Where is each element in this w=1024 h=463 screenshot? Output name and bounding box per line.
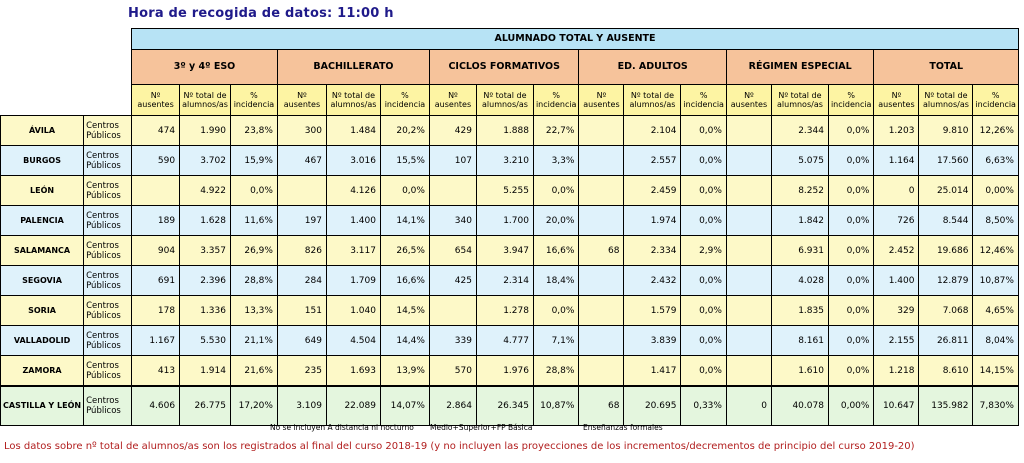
group-header: RÉGIMEN ESPECIAL — [726, 50, 874, 85]
value-cell: 20,2% — [380, 116, 429, 146]
value-cell — [132, 176, 180, 206]
value-cell: 14,15% — [973, 356, 1019, 387]
blank-cell — [1, 85, 132, 116]
value-cell: 13,3% — [230, 296, 277, 326]
table-row — [1, 146, 1019, 176]
value-cell: 1.336 — [180, 296, 231, 326]
value-cell: 3.210 — [476, 146, 533, 176]
total-value-cell: 10,87% — [533, 386, 579, 426]
value-cell: 25.014 — [919, 176, 973, 206]
value-cell: 8.544 — [919, 206, 973, 236]
value-cell: 22,7% — [533, 116, 579, 146]
group-header: 3º y 4º ESO — [132, 50, 278, 85]
value-cell: 3.016 — [326, 146, 380, 176]
value-cell — [579, 356, 624, 387]
value-cell: 0,0% — [828, 356, 874, 387]
total-value-cell: 68 — [579, 386, 624, 426]
value-cell: 3.357 — [180, 236, 231, 266]
value-cell: 2.334 — [624, 236, 681, 266]
value-cell: 1.888 — [476, 116, 533, 146]
subheader-row — [1, 85, 1019, 116]
value-cell: 467 — [277, 146, 326, 176]
value-cell: 7,1% — [533, 326, 579, 356]
group-header: CICLOS FORMATIVOS — [429, 50, 579, 85]
value-cell — [726, 206, 771, 236]
table-row — [1, 296, 1019, 326]
column-subheader: Nº ausentes — [429, 85, 476, 116]
value-cell — [579, 146, 624, 176]
column-subheader: Nº total de alumnos/as — [476, 85, 533, 116]
column-subheader: Nº ausentes — [277, 85, 326, 116]
value-cell: 0,0% — [828, 206, 874, 236]
value-cell: 413 — [132, 356, 180, 387]
value-cell: 18,4% — [533, 266, 579, 296]
value-cell: 235 — [277, 356, 326, 387]
value-cell: 0,0% — [533, 176, 579, 206]
table-row — [1, 176, 1019, 206]
value-cell: 4.126 — [326, 176, 380, 206]
centre-type-cell: Centros Públicos — [84, 296, 132, 326]
table-row — [1, 236, 1019, 266]
table-row — [1, 266, 1019, 296]
value-cell: 26,9% — [230, 236, 277, 266]
group-header: ED. ADULTOS — [579, 50, 727, 85]
notes-row — [0, 423, 1024, 435]
header-row — [1, 29, 1019, 50]
column-subheader: % incidencia — [230, 85, 277, 116]
value-cell: 178 — [132, 296, 180, 326]
value-cell: 654 — [429, 236, 476, 266]
value-cell: 0,00% — [973, 176, 1019, 206]
value-cell: 12,26% — [973, 116, 1019, 146]
centre-type-cell: Centros Públicos — [84, 236, 132, 266]
value-cell: 15,9% — [230, 146, 277, 176]
value-cell — [429, 176, 476, 206]
total-value-cell: 7,830% — [973, 386, 1019, 426]
value-cell: 12.879 — [919, 266, 973, 296]
value-cell: 0,0% — [828, 236, 874, 266]
value-cell — [726, 146, 771, 176]
column-subheader: % incidencia — [681, 85, 727, 116]
value-cell: 0,0% — [380, 176, 429, 206]
column-subheader: Nº ausentes — [726, 85, 771, 116]
total-value-cell: 40.078 — [771, 386, 828, 426]
value-cell — [726, 266, 771, 296]
value-cell: 4.777 — [476, 326, 533, 356]
value-cell — [579, 176, 624, 206]
province-cell: VALLADOLID — [1, 326, 84, 356]
absence-data-table — [0, 28, 1019, 426]
value-cell: 1.400 — [874, 266, 919, 296]
province-cell: PALENCIA — [1, 206, 84, 236]
value-cell: 570 — [429, 356, 476, 387]
value-cell: 2.104 — [624, 116, 681, 146]
value-cell: 10,87% — [973, 266, 1019, 296]
value-cell: 8.610 — [919, 356, 973, 387]
value-cell: 0,0% — [681, 356, 727, 387]
total-row — [1, 386, 1019, 426]
value-cell: 4.922 — [180, 176, 231, 206]
value-cell: 429 — [429, 116, 476, 146]
table-row — [1, 356, 1019, 387]
province-cell: CASTILLA Y LEÓN — [1, 386, 84, 426]
value-cell: 1.040 — [326, 296, 380, 326]
value-cell: 0 — [874, 176, 919, 206]
value-cell: 6,63% — [973, 146, 1019, 176]
value-cell: 691 — [132, 266, 180, 296]
value-cell: 2.344 — [771, 116, 828, 146]
value-cell: 0,0% — [533, 296, 579, 326]
footer-note: Los datos sobre nº total de alumnos/as son los registrados al final del curso 2018-19 (y no incluyen las proyecciones de los incrementos/decrementos de principio del curso 2019-20) — [4, 441, 915, 452]
value-cell: 0,0% — [681, 266, 727, 296]
value-cell: 20,0% — [533, 206, 579, 236]
value-cell: 1.842 — [771, 206, 828, 236]
value-cell: 8.252 — [771, 176, 828, 206]
centre-type-cell: Centros Públicos — [84, 266, 132, 296]
value-cell: 12,46% — [973, 236, 1019, 266]
value-cell: 14,1% — [380, 206, 429, 236]
value-cell — [579, 116, 624, 146]
column-subheader: Nº ausentes — [132, 85, 180, 116]
value-cell: 1.218 — [874, 356, 919, 387]
note-ciclos: Medio+Superior+FP Básica — [430, 423, 533, 432]
value-cell: 474 — [132, 116, 180, 146]
value-cell: 3.117 — [326, 236, 380, 266]
value-cell: 1.203 — [874, 116, 919, 146]
province-cell: LEÓN — [1, 176, 84, 206]
value-cell: 1.484 — [326, 116, 380, 146]
value-cell: 3.839 — [624, 326, 681, 356]
column-subheader: % incidencia — [828, 85, 874, 116]
total-value-cell: 2.864 — [429, 386, 476, 426]
value-cell — [726, 326, 771, 356]
value-cell: 0,0% — [828, 176, 874, 206]
value-cell: 329 — [874, 296, 919, 326]
province-cell: SEGOVIA — [1, 266, 84, 296]
value-cell — [277, 176, 326, 206]
centre-type-cell: Centros Públicos — [84, 386, 132, 426]
total-value-cell: 20.695 — [624, 386, 681, 426]
value-cell — [579, 326, 624, 356]
value-cell: 1.164 — [874, 146, 919, 176]
value-cell: 15,5% — [380, 146, 429, 176]
column-subheader: Nº ausentes — [874, 85, 919, 116]
note-regimen: Enseñanzas formales — [583, 423, 663, 432]
value-cell: 14,5% — [380, 296, 429, 326]
value-cell: 425 — [429, 266, 476, 296]
value-cell: 726 — [874, 206, 919, 236]
value-cell: 1.974 — [624, 206, 681, 236]
value-cell: 2.452 — [874, 236, 919, 266]
value-cell: 26.811 — [919, 326, 973, 356]
value-cell: 3.702 — [180, 146, 231, 176]
value-cell: 0,0% — [681, 296, 727, 326]
value-cell: 1.278 — [476, 296, 533, 326]
value-cell: 107 — [429, 146, 476, 176]
value-cell: 1.417 — [624, 356, 681, 387]
table-header-title: ALUMNADO TOTAL Y AUSENTE — [132, 29, 1019, 50]
total-value-cell: 0,00% — [828, 386, 874, 426]
value-cell — [726, 236, 771, 266]
value-cell: 1.709 — [326, 266, 380, 296]
value-cell: 197 — [277, 206, 326, 236]
value-cell: 5.255 — [476, 176, 533, 206]
value-cell: 68 — [579, 236, 624, 266]
value-cell: 1.400 — [326, 206, 380, 236]
value-cell: 2.459 — [624, 176, 681, 206]
total-value-cell: 26.345 — [476, 386, 533, 426]
value-cell: 0,0% — [828, 296, 874, 326]
value-cell: 23,8% — [230, 116, 277, 146]
value-cell: 2.314 — [476, 266, 533, 296]
value-cell: 0,0% — [230, 176, 277, 206]
value-cell: 5.530 — [180, 326, 231, 356]
value-cell: 0,0% — [681, 146, 727, 176]
value-cell: 14,4% — [380, 326, 429, 356]
centre-type-cell: Centros Públicos — [84, 176, 132, 206]
total-value-cell: 0 — [726, 386, 771, 426]
value-cell: 151 — [277, 296, 326, 326]
total-value-cell: 22.089 — [326, 386, 380, 426]
value-cell: 3,3% — [533, 146, 579, 176]
total-value-cell: 10.647 — [874, 386, 919, 426]
value-cell: 2.396 — [180, 266, 231, 296]
page-title: Hora de recogida de datos: 11:00 h — [128, 6, 394, 21]
group-row — [1, 50, 1019, 85]
column-subheader: % incidencia — [533, 85, 579, 116]
province-cell: BURGOS — [1, 146, 84, 176]
value-cell — [726, 296, 771, 326]
value-cell: 340 — [429, 206, 476, 236]
value-cell: 5.075 — [771, 146, 828, 176]
value-cell: 1.610 — [771, 356, 828, 387]
value-cell: 0,0% — [828, 326, 874, 356]
value-cell — [579, 296, 624, 326]
value-cell: 9.810 — [919, 116, 973, 146]
total-value-cell: 26.775 — [180, 386, 231, 426]
value-cell: 284 — [277, 266, 326, 296]
group-header: BACHILLERATO — [277, 50, 429, 85]
value-cell: 1.914 — [180, 356, 231, 387]
value-cell: 1.700 — [476, 206, 533, 236]
table-row — [1, 116, 1019, 146]
value-cell: 0,0% — [828, 116, 874, 146]
value-cell: 21,1% — [230, 326, 277, 356]
centre-type-cell: Centros Públicos — [84, 356, 132, 387]
blank-cell — [1, 29, 132, 50]
column-subheader: Nº total de alumnos/as — [624, 85, 681, 116]
value-cell: 16,6% — [380, 266, 429, 296]
table-row — [1, 206, 1019, 236]
value-cell: 4,65% — [973, 296, 1019, 326]
group-header: TOTAL — [874, 50, 1019, 85]
value-cell: 2,9% — [681, 236, 727, 266]
value-cell: 6.931 — [771, 236, 828, 266]
total-value-cell: 0,33% — [681, 386, 727, 426]
value-cell: 11,6% — [230, 206, 277, 236]
total-value-cell: 3.109 — [277, 386, 326, 426]
centre-type-cell: Centros Públicos — [84, 206, 132, 236]
province-cell: SORIA — [1, 296, 84, 326]
value-cell: 1.976 — [476, 356, 533, 387]
province-cell: ZAMORA — [1, 356, 84, 387]
value-cell: 1.579 — [624, 296, 681, 326]
total-value-cell: 17,20% — [230, 386, 277, 426]
value-cell: 1.167 — [132, 326, 180, 356]
value-cell: 1.835 — [771, 296, 828, 326]
total-value-cell: 14,07% — [380, 386, 429, 426]
value-cell: 17.560 — [919, 146, 973, 176]
table-row — [1, 326, 1019, 356]
value-cell: 590 — [132, 146, 180, 176]
value-cell: 19.686 — [919, 236, 973, 266]
note-bachillerato: No se incluyen A distancia ni nocturno — [270, 423, 414, 432]
value-cell: 8,04% — [973, 326, 1019, 356]
value-cell: 2.557 — [624, 146, 681, 176]
value-cell: 904 — [132, 236, 180, 266]
total-value-cell: 4.606 — [132, 386, 180, 426]
value-cell: 28,8% — [230, 266, 277, 296]
value-cell: 1.693 — [326, 356, 380, 387]
value-cell: 7.068 — [919, 296, 973, 326]
column-subheader: Nº ausentes — [579, 85, 624, 116]
value-cell — [579, 206, 624, 236]
value-cell: 649 — [277, 326, 326, 356]
value-cell: 0,0% — [828, 266, 874, 296]
value-cell: 0,0% — [681, 116, 727, 146]
value-cell: 339 — [429, 326, 476, 356]
centre-type-cell: Centros Públicos — [84, 146, 132, 176]
value-cell: 16,6% — [533, 236, 579, 266]
province-cell: ÁVILA — [1, 116, 84, 146]
value-cell — [429, 296, 476, 326]
value-cell: 8.161 — [771, 326, 828, 356]
total-value-cell: 135.982 — [919, 386, 973, 426]
value-cell: 1.990 — [180, 116, 231, 146]
centre-type-cell: Centros Públicos — [84, 326, 132, 356]
column-subheader: Nº total de alumnos/as — [326, 85, 380, 116]
value-cell: 826 — [277, 236, 326, 266]
value-cell: 189 — [132, 206, 180, 236]
value-cell — [726, 356, 771, 387]
column-subheader: Nº total de alumnos/as — [919, 85, 973, 116]
value-cell — [726, 116, 771, 146]
value-cell: 1.628 — [180, 206, 231, 236]
value-cell: 13,9% — [380, 356, 429, 387]
blank-cell — [1, 50, 132, 85]
value-cell: 8,50% — [973, 206, 1019, 236]
value-cell: 0,0% — [681, 206, 727, 236]
province-cell: SALAMANCA — [1, 236, 84, 266]
value-cell: 0,0% — [681, 176, 727, 206]
value-cell: 0,0% — [681, 326, 727, 356]
column-subheader: % incidencia — [973, 85, 1019, 116]
value-cell: 26,5% — [380, 236, 429, 266]
column-subheader: Nº total de alumnos/as — [180, 85, 231, 116]
column-subheader: Nº total de alumnos/as — [771, 85, 828, 116]
value-cell: 3.947 — [476, 236, 533, 266]
value-cell: 0,0% — [828, 146, 874, 176]
centre-type-cell: Centros Públicos — [84, 116, 132, 146]
value-cell: 300 — [277, 116, 326, 146]
value-cell: 21,6% — [230, 356, 277, 387]
value-cell: 4.504 — [326, 326, 380, 356]
value-cell — [579, 266, 624, 296]
value-cell — [726, 176, 771, 206]
value-cell: 4.028 — [771, 266, 828, 296]
value-cell: 2.432 — [624, 266, 681, 296]
column-subheader: % incidencia — [380, 85, 429, 116]
value-cell: 2.155 — [874, 326, 919, 356]
value-cell: 28,8% — [533, 356, 579, 387]
